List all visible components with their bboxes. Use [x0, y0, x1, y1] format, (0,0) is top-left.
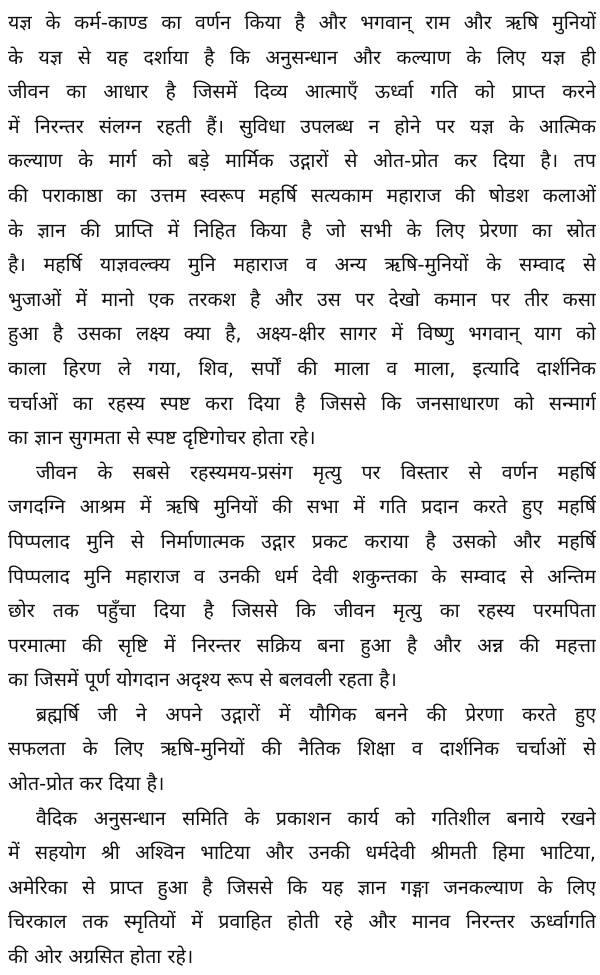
text-line: वैदिक अनुसन्धान समिति के प्रकाशन कार्य को गतिशील बनाये रखने — [36, 806, 596, 830]
paragraph-1 — [8, 6, 596, 456]
text-line: में निरन्तर संलग्न रहती हैं। सुविधा उपलब्ध न होने पर यज्ञ के आत्मिक — [8, 114, 596, 138]
text-line: हुआ है उसका लक्ष्य क्या है, अक्ष्य-क्षीर सागर में विष्णु भगवान् याग को — [8, 322, 596, 346]
text-line: सफलता के लिए ऋषि-मुनियों की नैतिक शिक्षा व दार्शनिक चर्चाओं से — [8, 737, 596, 761]
text-line: जगदग्नि आश्रम में ऋषि मुनियों की सभा में गति प्रदान करते हुए महर्षि — [8, 495, 596, 519]
text-line: यज्ञ के कर्म-काण्ड का वर्णन किया है और भगवान् राम और ऋषि मुनियों — [8, 11, 596, 34]
text-line: परमात्मा की सृष्टि में निरन्तर सक्रिय बना हुआ है और अन्न की महत्ता — [8, 633, 596, 657]
text-line: कल्याण के मार्ग को बड़े मार्मिक उद्गारों से ओत-प्रोत कर दिया है। तप — [8, 149, 596, 173]
text-line: के ज्ञान की प्राप्ति में निहित किया है जो सभी के लिए प्रेरणा का स्रोत — [8, 218, 596, 242]
text-line: जीवन के सबसे रहस्यमय-प्रसंग मृत्यु पर विस्तार से वर्णन महर्षि — [36, 460, 596, 484]
text-line: भुजाओं में मानो एक तरकश है और उस पर देखो कमान पर तीर कसा — [8, 287, 596, 311]
text-line: का जिसमें पूर्ण योगदान अदृश्य रूप से बलवली रहता है। — [8, 668, 397, 692]
text-line: की पराकाष्ठा का उत्तम स्वरूप महर्षि सत्यकाम महाराज की षोडश कलाओं — [8, 183, 596, 207]
text-line: पिप्पलाद मुनि महाराज व उनकी धर्म देवी शकुन्तका के सम्वाद से अन्तिम — [8, 564, 596, 588]
text-line: काला हिरण ले गया, शिव, सर्पों की माला व माला, इत्यादि दार्शनिक — [8, 356, 596, 380]
text-line: अमेरिका से प्राप्त हुआ है जिससे कि यह ज्ञान गङ्गा जनकल्याण के लिए — [8, 875, 596, 899]
text-line: ओत-प्रोत कर दिया है। — [8, 772, 165, 796]
document-page — [8, 6, 596, 975]
text-line: के यज्ञ से यह दर्शाया है कि अनुसन्धान और कल्याण के लिए यज्ञ ही — [8, 45, 596, 69]
text-line: है। महर्षि याज्ञवल्क्य मुनि महाराज व अन्य ऋषि-मुनियों के सम्वाद से — [8, 253, 596, 277]
paragraph-4 — [8, 802, 596, 975]
text-line: की ओर अग्रसित होता रहे। — [8, 945, 194, 969]
paragraph-2 — [8, 456, 596, 698]
text-line: चर्चाओं का रहस्य स्पष्ट करा दिया है जिससे कि जनसाधारण को सन्मार्ग — [8, 391, 596, 415]
text-line: छोर तक पहुँचा दिया है जिससे कि जीवन मृत्यु का रहस्य परमपिता — [8, 599, 596, 623]
text-line: जीवन का आधार है जिसमें दिव्य आत्माएँ ऊर्ध्वा गति को प्राप्त करने — [8, 80, 596, 104]
paragraph-3 — [8, 698, 596, 802]
text-line: चिरकाल तक स्मृतियों में प्रवाहित होती रहे और मानव निरन्तर ऊर्ध्वागति — [8, 910, 596, 934]
text-line: ब्रह्मर्षि जी ने अपने उद्गारों में यौगिक बनने की प्रेरणा करते हुए — [36, 702, 596, 726]
text-line: का ज्ञान सुगमता से स्पष्ट दृष्टिगोचर होता रहे। — [8, 426, 316, 450]
text-line: पिप्पलाद मुनि से निर्माणात्मक उद्गार प्रकट कराया है उसको और महर्षि — [8, 529, 596, 553]
text-line: में सहयोग श्री अश्विन भाटिया और उनकी धर्मदेवी श्रीमती हिमा भाटिया, — [8, 841, 596, 865]
